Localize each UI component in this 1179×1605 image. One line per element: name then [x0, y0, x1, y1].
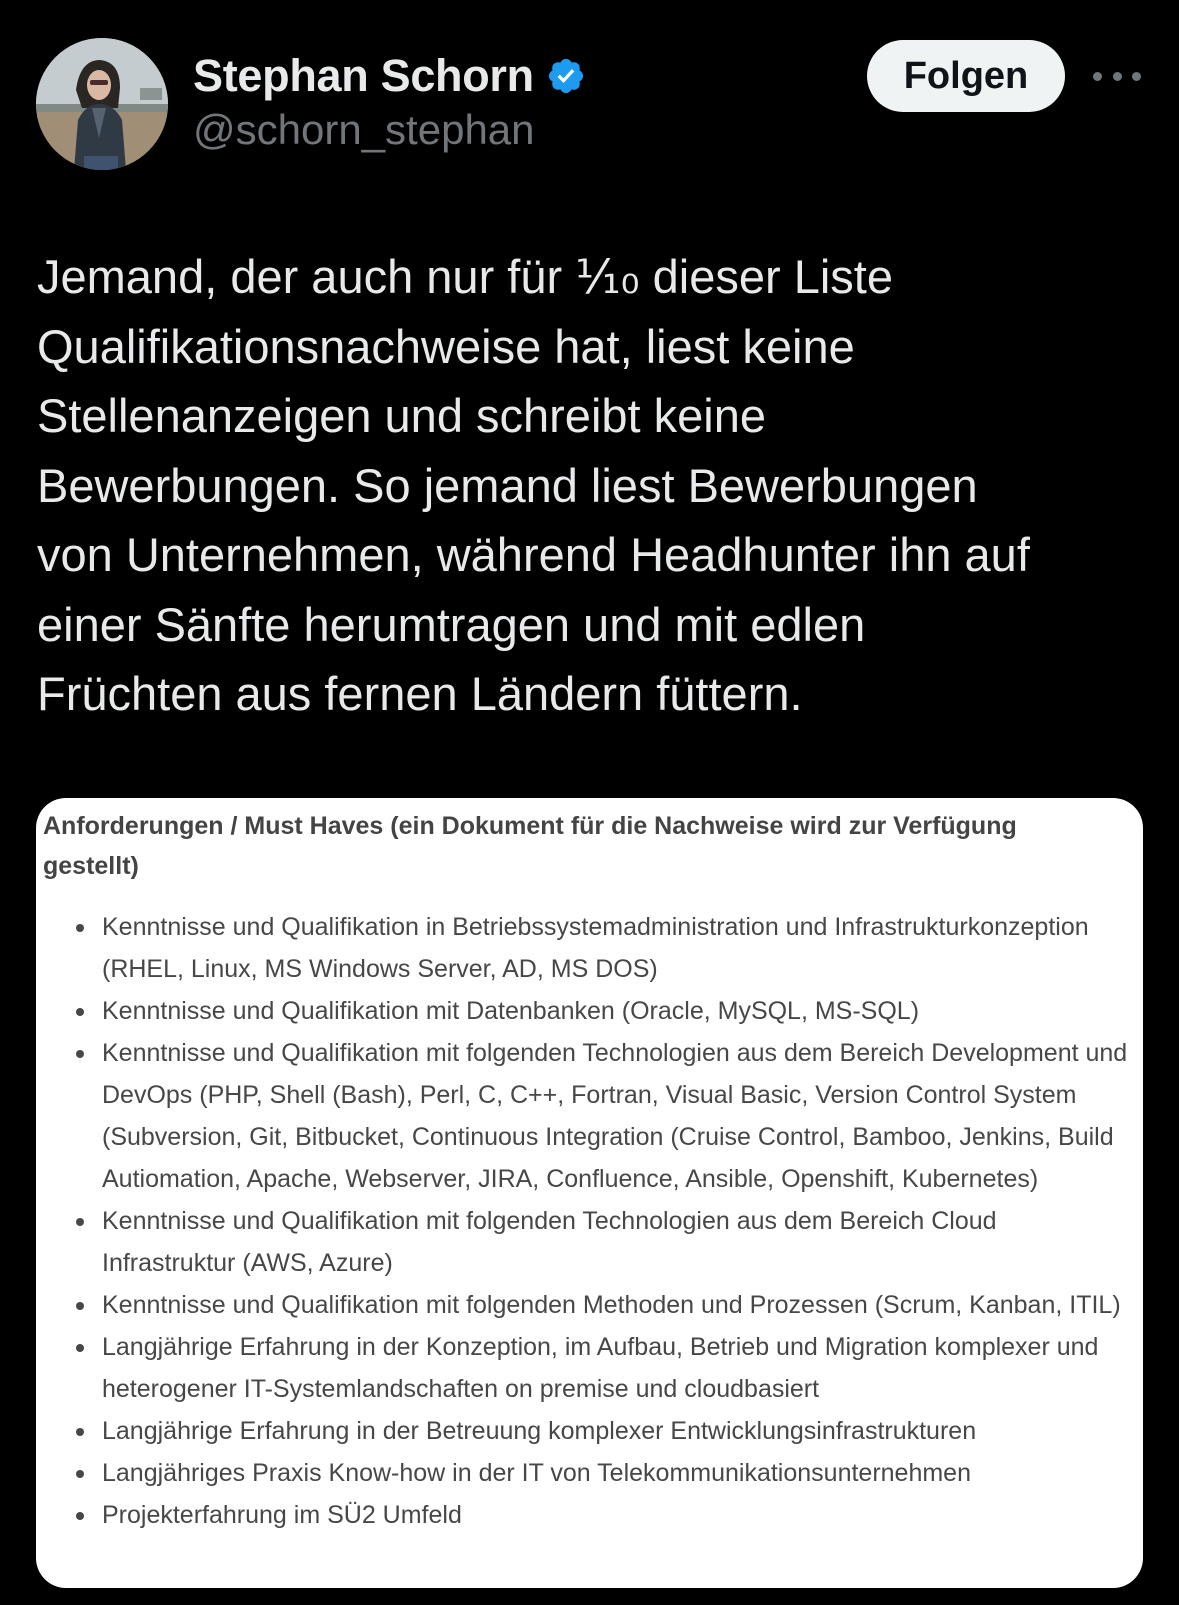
- follow-button[interactable]: Folgen: [867, 40, 1065, 112]
- dot: [1093, 72, 1102, 81]
- avatar[interactable]: [36, 38, 168, 170]
- list-item: Projekterfahrung im SÜ2 Umfeld: [76, 1494, 1136, 1536]
- list-item: Kenntnisse und Qualifikation mit folgenden Methoden und Prozessen (Scrum, Kanban, ITIL): [76, 1284, 1136, 1326]
- list-item: Langjähriges Praxis Know-how in der IT von Telekommunikationsunternehmen: [76, 1452, 1136, 1494]
- tweet-text: Jemand, der auch nur für ⅒ dieser Liste Qualifikationsnachweise hat, liest keine Stellenanzeigen und schreibt keine Bewerbungen. So jemand liest Bewerbungen von Unternehmen, während Headhunter ihn auf einer Sänfte herumtragen und mit edlen Früchten aus fernen Ländern füttern.: [37, 250, 1030, 720]
- tweet-media-image[interactable]: [36, 798, 1143, 1588]
- requirements-list: [76, 906, 1136, 1536]
- document-heading: Anforderungen / Must Haves (ein Dokument für die Nachweise wird zur Verfügung gestellt): [43, 812, 1017, 880]
- list-item: Kenntnisse und Qualifikation mit folgenden Technologien aus dem Bereich Cloud Infrastruktur (AWS, Azure): [76, 1200, 1136, 1284]
- verified-badge-icon: [546, 56, 586, 96]
- user-handle[interactable]: @schorn_stephan: [193, 106, 535, 153]
- list-item: Langjährige Erfahrung in der Betreuung komplexer Entwicklungsinfrastrukturen: [76, 1410, 1136, 1452]
- display-name[interactable]: Stephan Schorn: [193, 50, 534, 101]
- list-item: Kenntnisse und Qualifikation in Betriebssystemadministration und Infrastrukturkonzeption (RHEL, Linux, MS Windows Server, AD, MS DOS): [76, 906, 1136, 990]
- profile-photo-icon: [36, 38, 168, 170]
- dot: [1132, 72, 1141, 81]
- list-item: Kenntnisse und Qualifikation mit Datenbanken (Oracle, MySQL, MS-SQL): [76, 990, 1136, 1032]
- list-item: Kenntnisse und Qualifikation mit folgenden Technologien aus dem Bereich Development und DevOps (PHP, Shell (Bash), Perl, C, C++, Fortran, Visual Basic, Version Control System (Subversion, Git, Bitbucket, Continuous Integration (Cruise Control, Bamboo, Jenkins, Build Autiomation, Apache, Webserver, JIRA, Confluence, Ansible, Openshift, Kubernetes): [76, 1032, 1136, 1200]
- more-options-icon[interactable]: [1093, 64, 1141, 88]
- list-item: Langjährige Erfahrung in der Konzeption, im Aufbau, Betrieb und Migration komplexer und heterogener IT-Systemlandschaften on premise und cloudbasiert: [76, 1326, 1136, 1410]
- author-block[interactable]: [193, 48, 586, 154]
- tweet-header: [0, 0, 1179, 200]
- dot: [1113, 72, 1122, 81]
